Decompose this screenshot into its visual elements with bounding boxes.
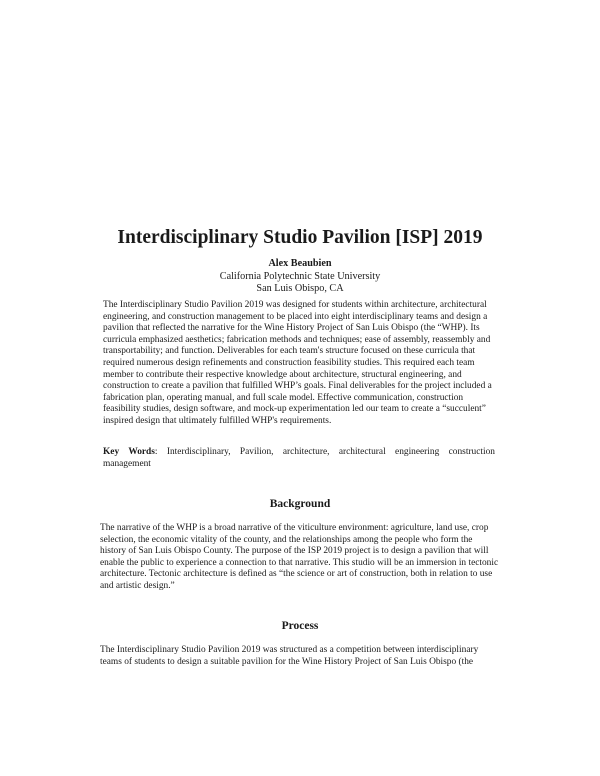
author-affiliation: California Polytechnic State University — [219, 270, 381, 282]
keywords-label: Key Words — [103, 447, 155, 457]
section-heading-background: Background — [269, 498, 331, 510]
section-text-process: The Interdisciplinary Studio Pavilion 2019 was structured as a competition between interdisciplinary teams of students to design a suitable pavilion for the Wine History Project of San Luis Obispo (the — [100, 645, 479, 667]
author-name: Alex Beaubien — [268, 258, 332, 269]
abstract: The Interdisciplinary Studio Pavilion 2019 was designed for students within architecture, architectural engineering, and construction management to be placed into eight interdisciplinary teams and design a pavilion that reflected the narrative for the Wine History Project of San Luis Obispo (the “WHP). Its curricula emphasized aesthetics; fabrication methods and techniques; ease of assembly, reassembly and transportability; and function. Deliverables for each team's structure focused on these curricula that required numerous design refinements and construction feasibility studies. This required each team member to contribute their respective knowledge about architecture, structural engineering, and construction to create a pavilion that fulfilled WHP’s goals. Final deliverables for the project included a fabrication plan, operating manual, and full scale model. Effective communication, construction feasibility studies, design software, and mock-up experimentation led our team to create a “succulent” inspired design that ultimately fulfilled WHP's requirements. — [103, 300, 492, 426]
paper-title: Interdisciplinary Studio Pavilion [ISP] 2019 — [117, 227, 483, 248]
section-heading-process: Process — [281, 620, 319, 632]
author-block — [0, 258, 600, 296]
keywords — [103, 447, 495, 470]
author-location: San Luis Obispo, CA — [256, 283, 344, 294]
section-text-background: The narrative of the WHP is a broad narrative of the viticulture environment: agriculture, land use, crop selection, the economic vitality of the county, and the relationships among the people who form the history of San Luis Obispo County. The purpose of the ISP 2019 project is to design a pavilion that will enable the public to experience a connection to that narrative. This studio will be an immersion in tectonic architecture. Tectonic architecture is defined as “the science or art of construction, both in relation to use and artistic design.” — [100, 523, 499, 591]
keywords-list: : Interdisciplinary, Pavilion, architecture, architectural engineering construction management — [103, 447, 495, 469]
